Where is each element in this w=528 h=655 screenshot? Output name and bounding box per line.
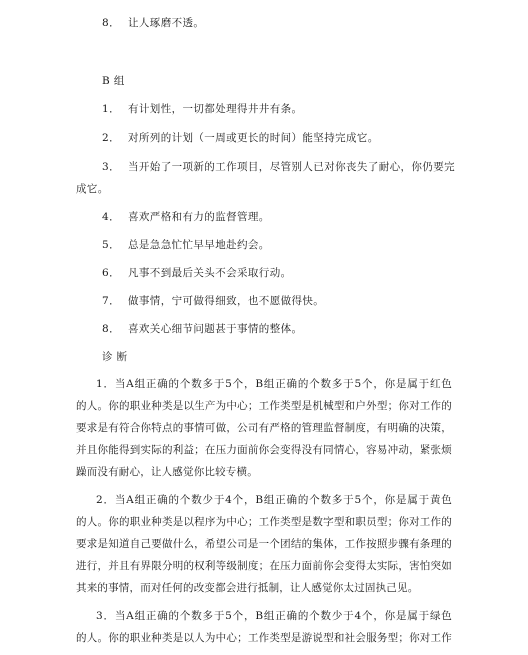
- paragraph-line: 1．当A组正确的个数多于5个，B组正确的个数多于5个，你是属于红色: [96, 378, 452, 390]
- paragraph-line: 其来的事情，而对任何的改变都会进行抵制，让人感觉你太过固执己见。: [76, 582, 419, 594]
- item-text: 凡事不到最后关头不会采取行动。: [128, 267, 292, 279]
- item-text: 当开始了一项新的工作项目，尽管别人已对你丧失了耐心，你仍要完: [128, 161, 455, 173]
- paragraph-line: 的人。你的职业种类是以生产为中心；工作类型是机械型和户外型；你对工作的: [76, 400, 452, 412]
- list-item: [102, 294, 324, 308]
- item-text: 让人琢磨不透。: [128, 17, 205, 29]
- item-continuation: 成它。: [76, 183, 109, 195]
- item-text: 做事情，宁可做得细致，也不愿做得快。: [128, 295, 325, 307]
- list-item: [102, 210, 270, 224]
- paragraph-line: 的人。你的职业种类是以人为中心；工作类型是游说型和社会服务型；你对工作: [76, 632, 452, 644]
- item-number: 7．: [102, 295, 120, 307]
- item-text: 总是急急忙忙早早地赴约会。: [128, 239, 270, 251]
- item-text: 有计划性，一切都处理得井井有条。: [128, 103, 303, 115]
- paragraph-line: 2．当A组正确的个数少于4个，B组正确的个数多于5个，你是属于黄色: [96, 494, 452, 506]
- list-item: [102, 266, 292, 280]
- item-number: 2．: [102, 132, 120, 144]
- list-item: [102, 160, 455, 174]
- list-item: [102, 131, 379, 145]
- item-number: 5．: [102, 239, 120, 251]
- list-item: [102, 102, 302, 116]
- paragraph-line: 的人。你的职业种类是以程序为中心；工作类型是数字型和职员型；你对工作的: [76, 516, 452, 528]
- item-text: 喜欢关心细节问题甚于事情的整体。: [128, 323, 303, 335]
- item-text: 喜欢严格和有力的监督管理。: [128, 211, 270, 223]
- paragraph-line: 进行，并且有界限分明的权利等级制度；在压力面前你会变得太实际，害怕突如: [76, 560, 452, 572]
- list-item: [102, 16, 204, 30]
- item-text: 对所列的计划（一周或更长的时间）能坚持完成它。: [128, 132, 379, 144]
- section-heading: 诊 断: [102, 351, 128, 363]
- item-number: 8．: [102, 323, 120, 335]
- paragraph-line: 3．当A组正确的个数多于5个，B组正确的个数少于4个，你是属于绿色: [96, 610, 452, 622]
- item-number: 6．: [102, 267, 120, 279]
- paragraph-line: 要求是有符合你特点的事情可做，公司有严格的管理监督制度，有明确的决策，: [76, 422, 452, 434]
- section-heading: B 组: [102, 75, 125, 87]
- paragraph-line: 躁而没有耐心，让人感觉你比较专横。: [76, 466, 258, 478]
- item-number: 3．: [102, 161, 120, 173]
- item-number: 4．: [102, 211, 120, 223]
- item-number: 1．: [102, 103, 120, 115]
- paragraph-line: 并且你能得到实际的利益；在压力面前你会变得没有同情心，容易冲动，紧张烦: [76, 444, 452, 456]
- list-item: [102, 322, 302, 336]
- item-number: 8．: [102, 17, 120, 29]
- paragraph-line: 要求是知道自己要做什么，希望公司是一个团结的集体，工作按照步骤有条理的: [76, 538, 452, 550]
- list-item: [102, 238, 270, 252]
